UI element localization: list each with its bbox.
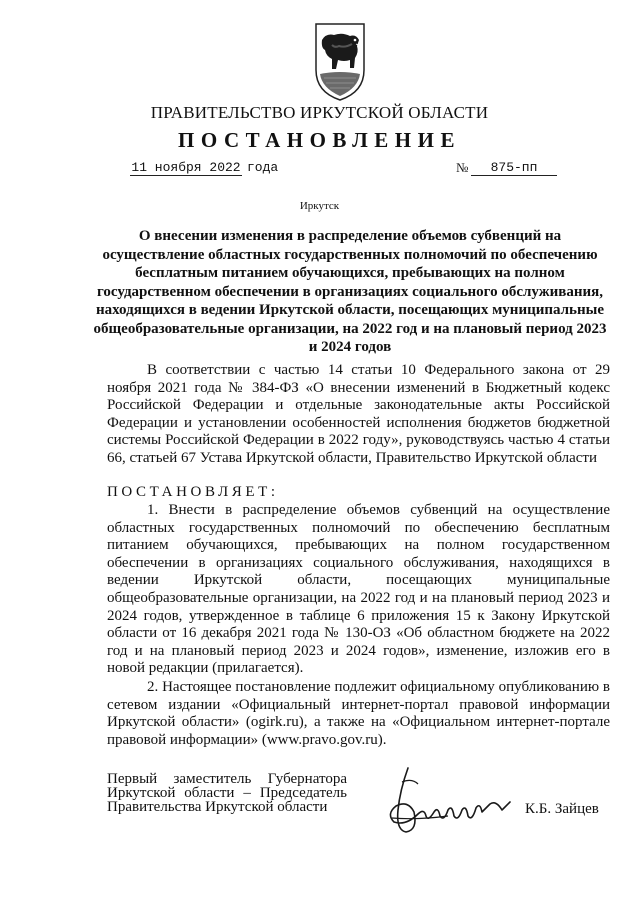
signatory-title-line-3: Правительства Иркутской области (107, 799, 328, 815)
resolves-keyword: ПОСТАНОВЛЯЕТ: (107, 484, 279, 500)
item-1-paragraph: 1. Внести в распределение объемов субвенций на осуществление областных государственных полномочий по обеспечению бесплатным питанием обучающихся, пребывающих на полном государственном обеспечении в организациях социального обслуживания, находящихся в ведении Иркутской области, посещающих муниципальные общеобразовательные организации, на 2022 год и на плановый период 2023 и 2024 годов, утвержденное в таблице 6 приложения 15 к Закону Иркутской области от 16 декабря 2021 года № 130-ОЗ «Об областном бюджете на 2022 год и на плановый период 2023 и 2024 годов», изменение, изложив его в новой редакции (прилагается). (107, 502, 610, 677)
document-number: 875-пп (471, 160, 557, 176)
number-sign: № (456, 160, 469, 175)
signatory-title-line-2: Иркутской области – Председатель (107, 785, 347, 801)
coat-of-arms-emblem (312, 18, 368, 102)
document-type: ПОСТАНОВЛЕНИЕ (178, 128, 461, 152)
handwritten-signature (378, 760, 518, 850)
item-2-paragraph: 2. Настоящее постановление подлежит официальному опубликованию в сетевом издании «Официальный интернет-портал правовой информации Иркутской области» (ogirk.ru), а также на «Официальном интернет-портале правовой информации» (www.pravo.gov.ru). (107, 679, 610, 748)
document-title: О внесении изменения в распределение объемов субвенций на осуществление областных государственных полномочий по обеспечению бесплатным питанием обучающихся, пребывающих на полном государственном обеспечении в организациях социального обслуживания, находящихся в ведении Иркутской области, посещающих муниципальные общеобразовательные организации, на 2022 год и на плановый период 2023 и 2024 годов (93, 228, 607, 355)
document-date-suffix: года (247, 160, 279, 175)
government-name: ПРАВИТЕЛЬСТВО ИРКУТСКОЙ ОБЛАСТИ (150, 103, 489, 122)
signatory-name: К.Б. Зайцев (525, 801, 599, 817)
preamble-paragraph: В соответствии с частью 14 статьи 10 Федерального закона от 29 ноября 2021 года № 384-ФЗ «О внесении изменений в Бюджетный кодекс Российской Федерации и отдельные законодательные акты Российской Федерации и установлении особенностей исполнения бюджетов бюджетной системы Российской Федерации в 2022 году», руководствуясь частью 4 статьи 66, статьей 67 Устава Иркутской области, Правительство Иркутской области (107, 362, 610, 466)
signatory-title-line-1: Первый заместитель Губернатора (107, 771, 347, 787)
signatory-title (107, 772, 347, 814)
document-date: 11 ноября 2022 (131, 160, 241, 175)
city-name: Иркутск (299, 200, 340, 212)
